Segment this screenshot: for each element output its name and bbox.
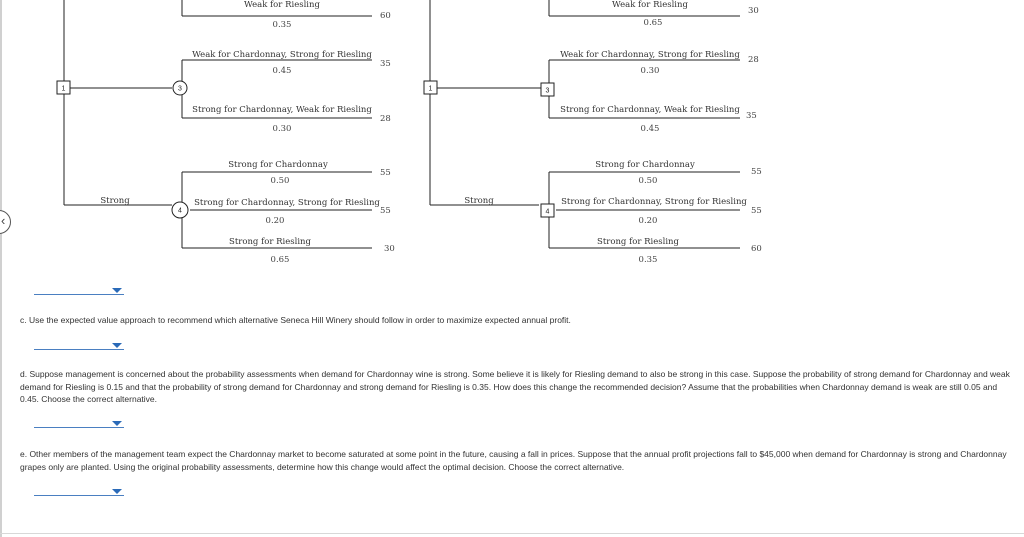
right-branch-label: Strong for Chardonnay [595, 160, 695, 170]
left-branch-value: 55 [380, 206, 391, 216]
left-branch-prob: 0.30 [272, 124, 292, 134]
question-c-text: c. Use the expected value approach to recommend which alternative Seneca Hill Winery should follow in order to maximize expected annual profit. [20, 315, 571, 325]
right-branch-prob: 0.20 [638, 216, 658, 226]
left-branch-prob: 0.45 [272, 66, 292, 76]
left-branch-label: Weak for Chardonnay, Strong for Riesling [192, 50, 372, 60]
left-branch-prob: 0.35 [272, 20, 292, 30]
right-branch-label: Weak for Riesling [612, 0, 688, 10]
left-node-4-label: 4 [178, 207, 182, 215]
left-strong-branch-label: Strong [100, 196, 130, 206]
left-branch-value: 30 [384, 244, 395, 254]
left-branch-label: Strong for Chardonnay [228, 160, 328, 170]
right-node-3-label: 3 [545, 87, 550, 95]
left-branch-value: 60 [380, 11, 391, 21]
right-branch-value: 30 [748, 6, 759, 16]
left-branch-value: 28 [380, 114, 391, 124]
chevron-down-icon [112, 343, 122, 348]
left-branch-prob: 0.65 [270, 255, 290, 265]
right-branch-value: 55 [751, 167, 762, 177]
question-d-text: d. Suppose management is concerned about the probability assessments when demand for Chardonnay wine is strong. Some believe it is likely for Riesling demand to also be strong in this case. Suppose the probability of strong demand for Chardonnay and weak demand for Riesling is 0.15 and that the probability of strong demand for Chardonnay and strong demand for Riesling is 0.35. How does this change the recommended decision? Assume that the probabilities when Chardonnay demand is weak are still 0.05 and 0.45. Choose the correct alternative. [20, 369, 1010, 404]
right-branch-label: Weak for Chardonnay, Strong for Riesling [560, 50, 740, 60]
right-branch-value: 35 [746, 111, 757, 121]
right-branch-label: Strong for Chardonnay, Weak for Riesling [560, 105, 740, 115]
left-branch-label: Strong for Riesling [229, 237, 311, 247]
left-branch-value: 35 [380, 59, 391, 69]
content-frame-bottom-border [0, 533, 1024, 534]
chevron-down-icon [112, 489, 122, 494]
left-node-1-label: 1 [61, 85, 66, 93]
right-branch-value: 28 [748, 55, 759, 65]
answer-dropdown-e[interactable] [34, 485, 124, 496]
answer-dropdown-c[interactable] [34, 339, 124, 350]
left-branch-label: Strong for Chardonnay, Strong for Riesling [194, 198, 380, 208]
left-branch-value: 55 [380, 168, 391, 178]
right-branch-prob: 0.65 [643, 18, 663, 28]
right-node-4-label: 4 [545, 208, 550, 216]
right-branch-prob: 0.50 [638, 176, 658, 186]
answer-dropdown-d[interactable] [34, 417, 124, 428]
left-branch-label: Strong for Chardonnay, Weak for Riesling [192, 105, 372, 115]
right-branch-prob: 0.30 [640, 66, 660, 76]
right-branch-value: 60 [751, 244, 762, 254]
right-branch-prob: 0.45 [640, 124, 660, 134]
chevron-left-icon: ‹ [1, 213, 6, 228]
left-branch-prob: 0.50 [270, 176, 290, 186]
question-e-text: e. Other members of the management team expect the Chardonnay market to become saturated at some point in the future, causing a fall in prices. Suppose that the annual profit projections fall to $45,000 when demand for Chardonnay is strong and Chardonnay grapes only are planted. Using the original probability assessments, determine how this change would affect the optimal decision. Choose the correct alternative. [20, 449, 1007, 472]
right-branch-label: Strong for Riesling [597, 237, 679, 247]
chevron-down-icon [112, 288, 122, 293]
chevron-down-icon [112, 421, 122, 426]
right-branch-value: 55 [751, 206, 762, 216]
left-branch-prob: 0.20 [265, 216, 285, 226]
right-node-1-label: 1 [428, 85, 433, 93]
right-branch-label: Strong for Chardonnay, Strong for Riesling [561, 197, 747, 207]
right-strong-branch-label: Strong [464, 196, 494, 206]
tree-lines [61, 0, 740, 248]
right-branch-prob: 0.35 [638, 255, 658, 265]
answer-dropdown-b[interactable] [34, 284, 124, 295]
left-branch-label: Weak for Riesling [244, 0, 320, 10]
left-node-3-label: 3 [178, 85, 182, 93]
